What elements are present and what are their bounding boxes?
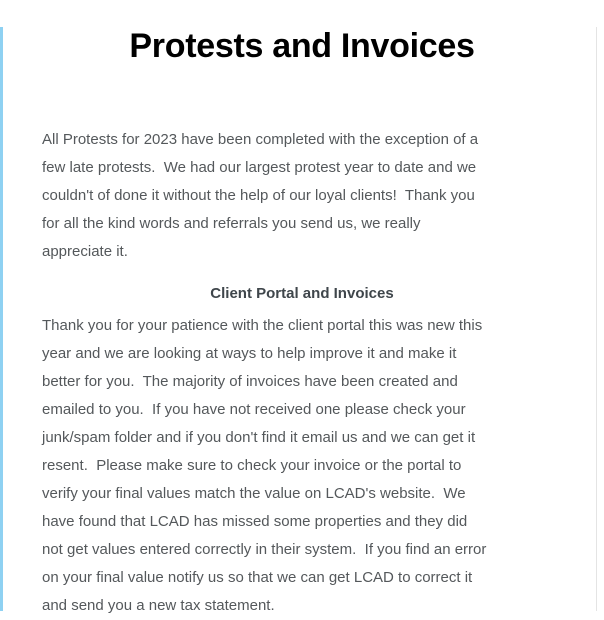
portal-paragraph: Thank you for your patience with the client portal this was new this year and we are looking at ways to help improve it and make it better for you. The majority of invoices have been created and emailed to you. If you have not received one please check your junk/spam folder and if you don't find it email us and we can get it resent. Please make sure to check your invoice or the portal to verify your final values match the value on LCAD's website. We have found that LCAD has missed some properties and they did not get values entered correctly in their system. If you find an error on your final value notify us so that we can get LCAD to correct it and send you a new tax statement. <box>42 317 491 615</box>
section-heading-client-portal: Client Portal and Invoices <box>210 285 394 303</box>
newsletter-content <box>42 27 562 620</box>
left-accent-border <box>0 27 3 611</box>
intro-paragraph: All Protests for 2023 have been completed with the exception of a few late protests. We had our largest protest year to date and we couldn't of done it without the help of our loyal clients! Thank you for all the kind words and referrals you send us, we really appreciate it. <box>42 131 483 261</box>
right-border-line <box>596 27 597 611</box>
page-title: Protests and Invoices <box>129 27 475 65</box>
